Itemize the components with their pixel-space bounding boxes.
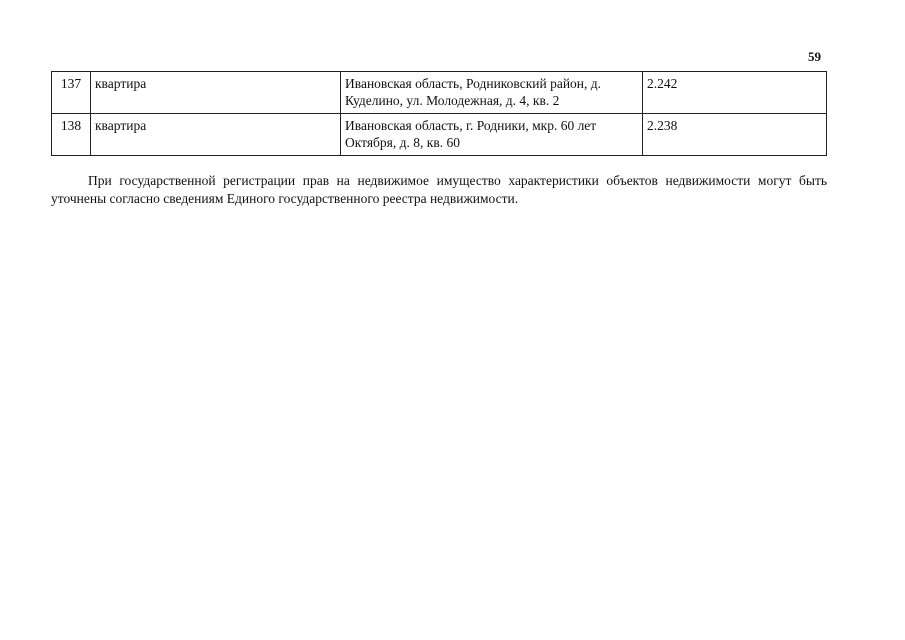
property-table — [51, 71, 827, 156]
row-number-cell: 137 — [52, 72, 91, 114]
table-row — [52, 114, 827, 156]
code-cell: 2.242 — [643, 72, 827, 114]
object-type-cell: квартира — [91, 72, 341, 114]
row-number-cell: 138 — [52, 114, 91, 156]
address-cell: Ивановская область, Родниковский район, д. Куделино, ул. Молодежная, д. 4, кв. 2 — [341, 72, 643, 114]
table-row — [52, 72, 827, 114]
registration-note: При государственной регистрации прав на недвижимое имущество характеристики объектов недвижимости могут быть уточнены согласно сведениям Единого государственного реестра недвижимости. — [51, 173, 827, 206]
page-number: 59 — [808, 49, 821, 64]
code-cell: 2.238 — [643, 114, 827, 156]
object-type-cell: квартира — [91, 114, 341, 156]
address-cell: Ивановская область, г. Родники, мкр. 60 лет Октября, д. 8, кв. 60 — [341, 114, 643, 156]
